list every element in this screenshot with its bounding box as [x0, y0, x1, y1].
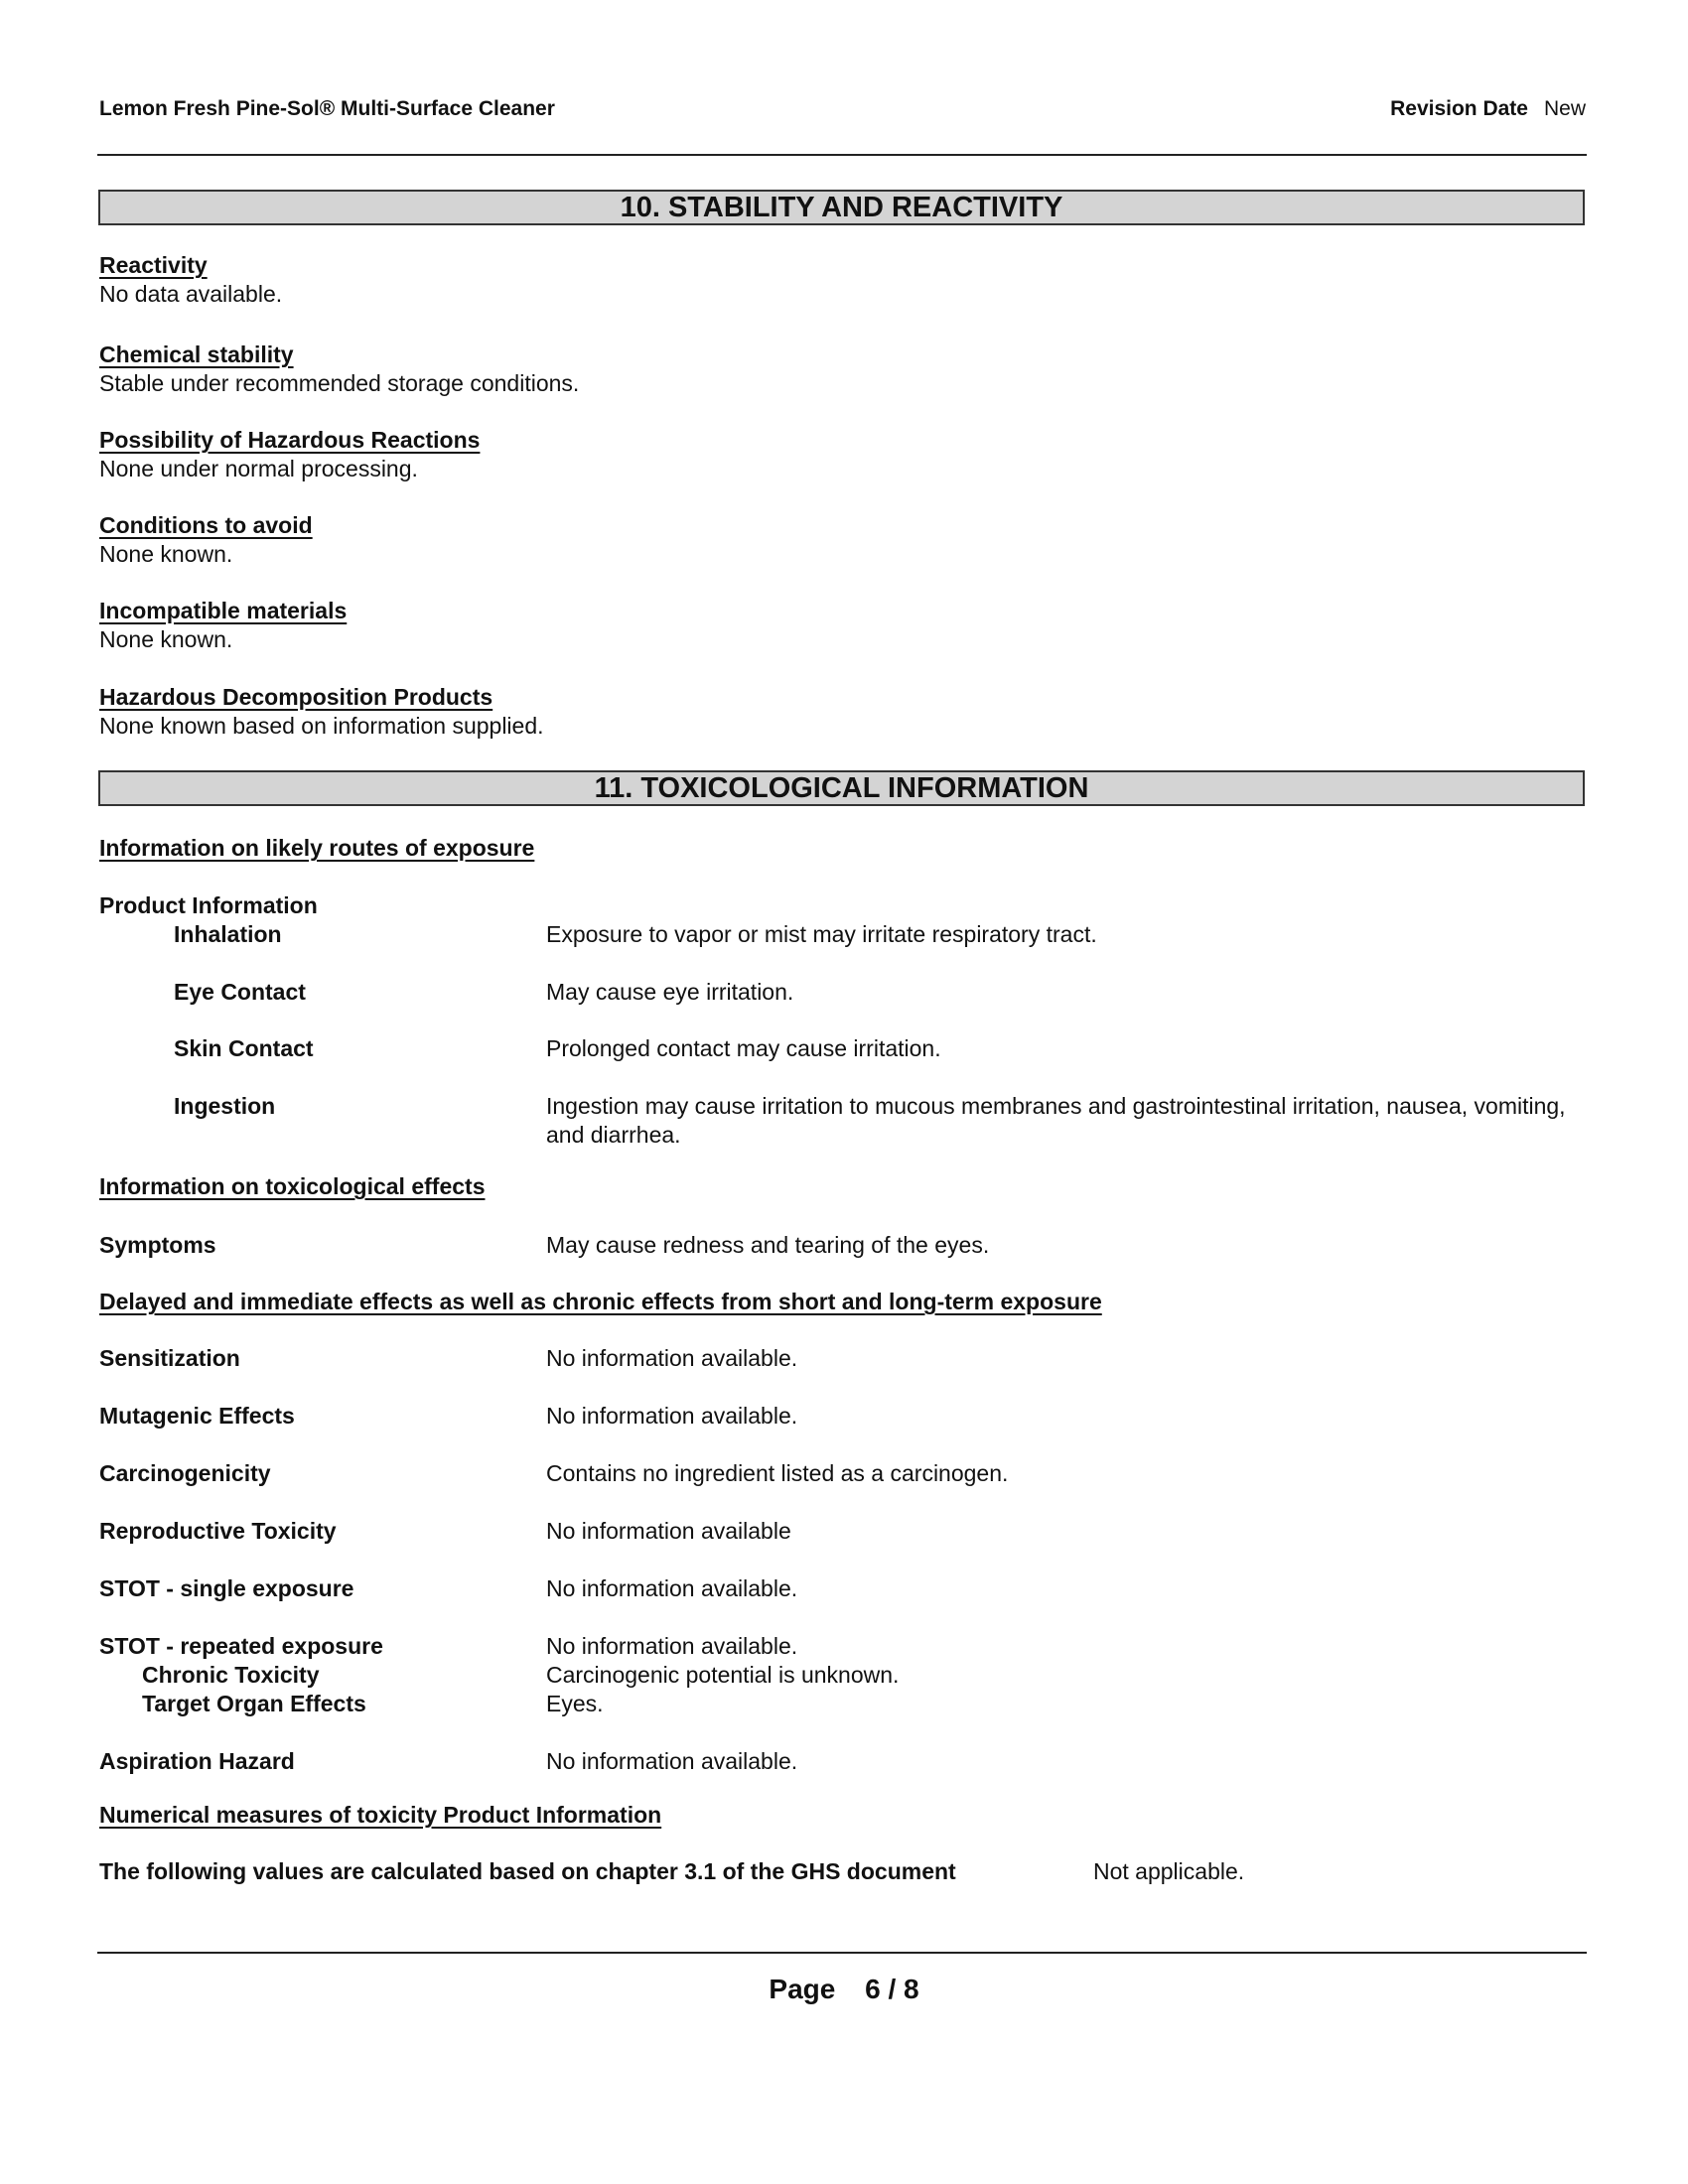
aspiration-hazard-value: No information available. — [546, 1748, 798, 1774]
carcinogenicity-value: Contains no ingredient listed as a carcinogen. — [546, 1460, 1009, 1486]
target-organ-effects-label: Target Organ Effects — [142, 1691, 366, 1716]
numerical-measures-heading: Numerical measures of toxicity Product Information — [99, 1802, 662, 1828]
ghs-calculation-label: The following values are calculated based on chapter 3.1 of the GHS document — [99, 1858, 956, 1884]
conditions-to-avoid-heading: Conditions to avoid — [99, 512, 313, 538]
decomposition-products-text: None known based on information supplied. — [99, 713, 544, 739]
hazardous-reactions-heading: Possibility of Hazardous Reactions — [99, 427, 481, 453]
ingestion-label: Ingestion — [174, 1093, 276, 1119]
ingestion-value: Ingestion may cause irritation to mucous membranes and gastrointestinal irritation, nausea, vomiting, and diarrhea. — [546, 1093, 1566, 1148]
mutagenic-effects-value: No information available. — [546, 1403, 798, 1429]
routes-of-exposure-heading: Information on likely routes of exposure — [99, 835, 535, 861]
mutagenic-effects-label: Mutagenic Effects — [99, 1403, 295, 1429]
symptoms-label: Symptoms — [99, 1232, 216, 1258]
aspiration-hazard-label: Aspiration Hazard — [99, 1748, 295, 1774]
incompatible-materials-heading: Incompatible materials — [99, 598, 348, 623]
page-footer — [0, 1974, 1688, 2005]
page-number: 6 / 8 — [865, 1974, 919, 2004]
eye-contact-value: May cause eye irritation. — [546, 979, 794, 1005]
skin-contact-value: Prolonged contact may cause irritation. — [546, 1035, 941, 1061]
target-organ-effects-value: Eyes. — [546, 1691, 604, 1716]
section-11-title: 11. TOXICOLOGICAL INFORMATION — [98, 770, 1585, 806]
delayed-effects-heading: Delayed and immediate effects as well as chronic effects from short and long-term exposure — [99, 1289, 1102, 1314]
reactivity-heading: Reactivity — [99, 252, 208, 278]
chemical-stability-heading: Chemical stability — [99, 341, 294, 367]
eye-contact-label: Eye Contact — [174, 979, 306, 1005]
skin-contact-label: Skin Contact — [174, 1035, 314, 1061]
sensitization-value: No information available. — [546, 1345, 798, 1371]
stot-repeated-label: STOT - repeated exposure — [99, 1633, 383, 1659]
product-information-label: Product Information — [99, 892, 318, 918]
sensitization-label: Sensitization — [99, 1345, 240, 1371]
header-rule — [97, 154, 1587, 156]
revision-date-label: Revision Date — [1390, 97, 1528, 120]
page-header — [99, 97, 1586, 127]
stot-single-label: STOT - single exposure — [99, 1575, 354, 1601]
incompatible-materials-text: None known. — [99, 626, 233, 652]
page-label: Page — [769, 1974, 836, 2004]
stot-repeated-value: No information available. — [546, 1633, 798, 1659]
chronic-toxicity-value: Carcinogenic potential is unknown. — [546, 1662, 900, 1688]
inhalation-label: Inhalation — [174, 921, 282, 947]
reproductive-toxicity-value: No information available — [546, 1518, 791, 1544]
reactivity-text: No data available. — [99, 281, 283, 307]
inhalation-value: Exposure to vapor or mist may irritate respiratory tract. — [546, 921, 1097, 947]
revision-info — [1390, 97, 1586, 121]
revision-date-value: New — [1543, 97, 1586, 120]
stot-single-value: No information available. — [546, 1575, 798, 1601]
document-title: Lemon Fresh Pine-Sol® Multi-Surface Cleaner — [99, 97, 555, 120]
chemical-stability-text: Stable under recommended storage conditions. — [99, 370, 580, 396]
chronic-toxicity-label: Chronic Toxicity — [142, 1662, 320, 1688]
ghs-calculation-value: Not applicable. — [1093, 1858, 1245, 1884]
symptoms-value: May cause redness and tearing of the eyes. — [546, 1232, 990, 1258]
conditions-to-avoid-text: None known. — [99, 541, 233, 567]
reproductive-toxicity-label: Reproductive Toxicity — [99, 1518, 337, 1544]
carcinogenicity-label: Carcinogenicity — [99, 1460, 271, 1486]
footer-rule — [97, 1952, 1587, 1954]
hazardous-reactions-text: None under normal processing. — [99, 456, 418, 481]
section-10-title: 10. STABILITY AND REACTIVITY — [98, 190, 1585, 225]
toxicological-effects-heading: Information on toxicological effects — [99, 1173, 486, 1199]
decomposition-products-heading: Hazardous Decomposition Products — [99, 684, 493, 710]
